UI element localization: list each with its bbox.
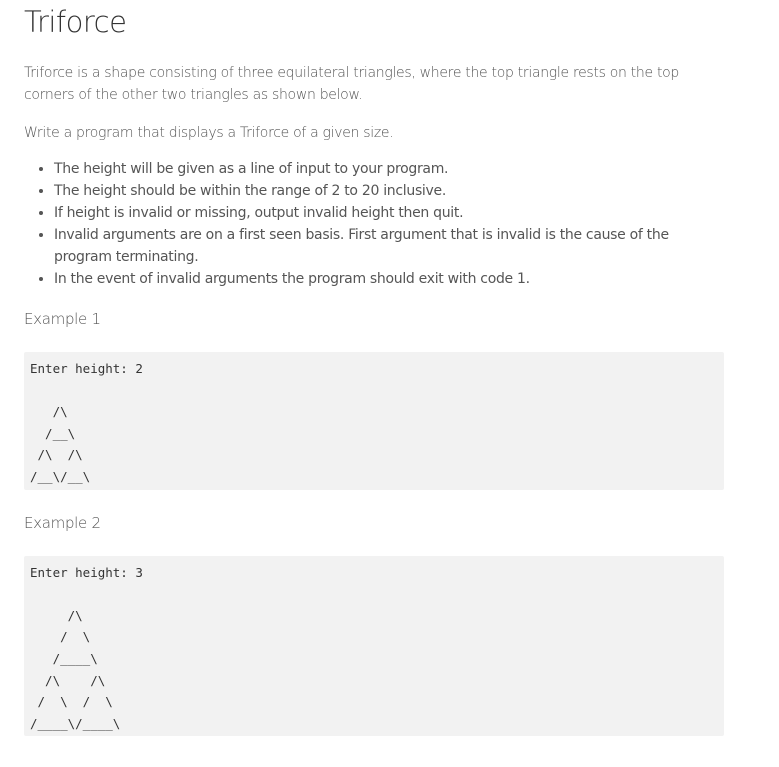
intro-paragraph: Triforce is a shape consisting of three equilateral triangles, where the top triangle rests on the top corners of the other two triangles as shown below.: [24, 65, 679, 103]
example-1-code-block: Enter height: 2 /\ /__\ /\ /\ /__\/__\: [24, 352, 724, 490]
rule-item: • If height is invalid or missing, output invalid height then quit.: [54, 202, 724, 224]
rule-item: • In the event of invalid arguments the program should exit with code 1.: [54, 268, 724, 290]
example-2-heading: Example 2: [24, 513, 101, 532]
rule-item: • The height will be given as a line of input to your program.: [54, 158, 724, 180]
example-1-heading: Example 1: [24, 310, 101, 328]
example-2-code-block: Enter height: 3 /\ / \ /____\ /\ /\ / \ / \ /____\/____\: [24, 556, 724, 737]
rule-item: • The height should be within the range of 2 to 20 inclusive.: [54, 180, 724, 202]
task-paragraph: Write a program that displays a Triforce of a given size.: [24, 125, 394, 141]
problem-statement: [24, 0, 724, 736]
page-title: Triforce: [24, 5, 127, 39]
rule-item: • Invalid arguments are on a first seen basis. First argument that is invalid is the cause of the program terminating.: [54, 224, 724, 268]
rules-list: [24, 158, 724, 290]
